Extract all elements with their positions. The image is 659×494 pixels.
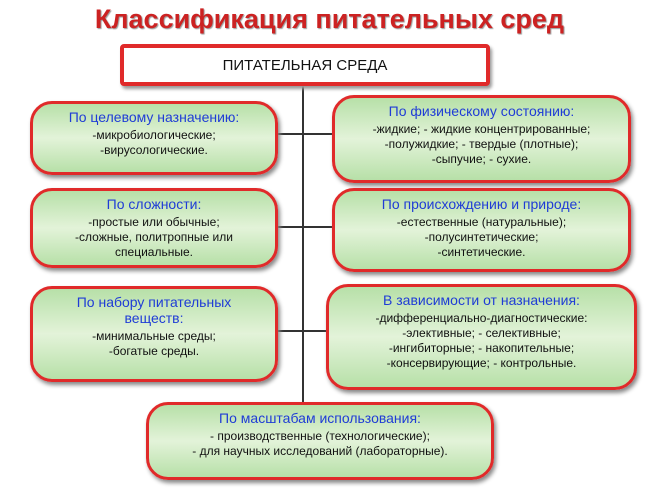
node-origin-heading: По происхождению и природе: bbox=[381, 196, 582, 212]
node-assignment-heading: В зависимости от назначения: bbox=[383, 292, 580, 308]
node-origin-items bbox=[343, 215, 620, 260]
list-item: -сложные, политропные или bbox=[75, 230, 233, 244]
list-item: -полужидкие; - твердые (плотные); bbox=[384, 137, 579, 151]
node-nutrients-heading: По набору питательных веществ: bbox=[76, 294, 232, 326]
list-item: -дифференциально-диагностические: bbox=[375, 311, 588, 325]
list-item: -синтетические. bbox=[437, 245, 526, 259]
list-item: -богатые среды. bbox=[108, 344, 200, 358]
list-item: -полусинтетические; bbox=[424, 230, 539, 244]
node-origin bbox=[332, 188, 631, 272]
node-nutrients-items bbox=[41, 329, 267, 359]
branch-line-purpose bbox=[276, 133, 334, 135]
node-complexity-items bbox=[41, 215, 267, 260]
list-item: -жидкие; - жидкие концентрированные; bbox=[372, 122, 591, 136]
list-item: -вирусологические. bbox=[100, 143, 208, 157]
list-item: -простые или обычные; bbox=[88, 215, 220, 229]
list-item: -ингибиторные; - накопительные; bbox=[388, 341, 575, 355]
node-physical-heading: По физическому состоянию: bbox=[388, 103, 575, 119]
branch-line-complexity bbox=[276, 226, 334, 228]
node-scale-heading: По масштабам использования: bbox=[219, 410, 421, 426]
list-item: -сыпучие; - сухие. bbox=[431, 152, 532, 166]
node-assignment bbox=[326, 284, 637, 390]
node-scale bbox=[146, 402, 494, 480]
page-title: Классификация питательных сред bbox=[94, 4, 565, 34]
root-node: ПИТАТЕЛЬНАЯ СРЕДА bbox=[120, 44, 490, 86]
node-purpose-heading: По целевому назначению: bbox=[68, 109, 240, 125]
node-physical bbox=[332, 95, 631, 183]
list-item: специальные. bbox=[115, 245, 193, 259]
list-item: -консервирующие; - контрольные. bbox=[386, 356, 577, 370]
node-purpose-items bbox=[41, 128, 267, 158]
node-physical-items bbox=[343, 122, 620, 167]
list-item: -минимальные среды; bbox=[92, 329, 216, 343]
node-complexity-heading: По сложности: bbox=[106, 196, 202, 212]
list-item: - производственные (технологические); bbox=[210, 429, 430, 443]
node-complexity bbox=[30, 188, 278, 268]
list-item: - для научных исследований (лабораторные). bbox=[192, 444, 448, 458]
node-scale-items bbox=[157, 429, 483, 459]
node-assignment-items bbox=[337, 311, 626, 371]
list-item: -микробиологические; bbox=[92, 128, 216, 142]
node-purpose bbox=[30, 101, 278, 175]
list-item: -естественные (натуральные); bbox=[396, 215, 567, 229]
node-nutrients bbox=[30, 286, 278, 382]
list-item: -элективные; - селективные; bbox=[402, 326, 561, 340]
